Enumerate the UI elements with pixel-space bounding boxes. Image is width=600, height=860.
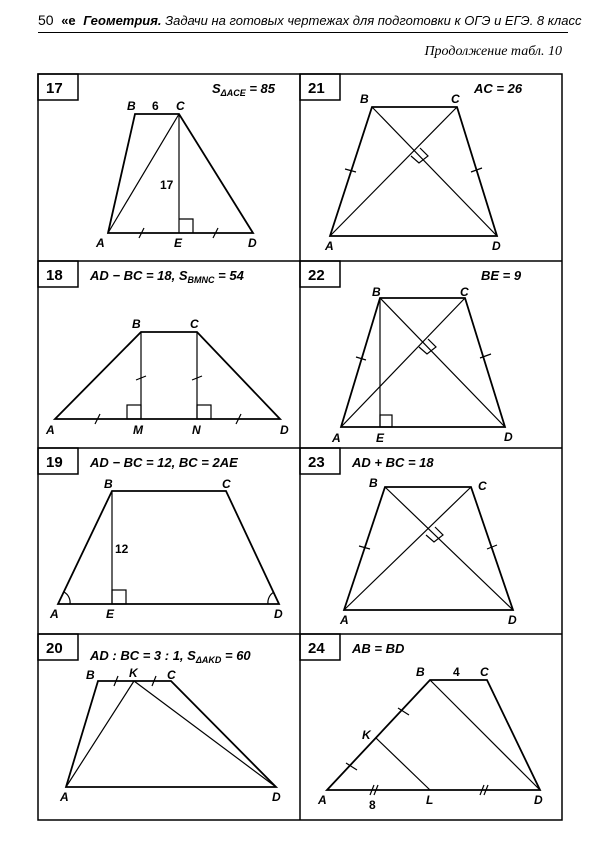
right-angle-mark-m-18 bbox=[127, 405, 141, 419]
diagonal-ac-17 bbox=[108, 114, 179, 233]
label-k-24: K bbox=[362, 728, 371, 742]
label-a-18: A bbox=[46, 423, 55, 437]
label-a-23: A bbox=[340, 613, 349, 627]
value-height-17: 17 bbox=[160, 178, 174, 192]
problem-22-condition: BE = 9 bbox=[481, 268, 522, 283]
problem-number-21: 21 bbox=[308, 80, 325, 97]
label-c-23: C bbox=[478, 479, 487, 493]
label-b-22: B bbox=[372, 285, 381, 299]
segment-kl-24 bbox=[376, 738, 430, 790]
label-b-18: B bbox=[132, 317, 141, 331]
cond-20-main: AD : BC = 3 : 1, S bbox=[90, 648, 196, 663]
label-b-21: B bbox=[360, 92, 369, 106]
problem-22 bbox=[308, 267, 522, 445]
diagonal-ac-21 bbox=[330, 107, 457, 236]
problem-21-condition: AC = 26 bbox=[474, 81, 523, 96]
label-k-20: K bbox=[129, 666, 138, 680]
problem-number-20: 20 bbox=[46, 640, 63, 657]
label-c-20: C bbox=[167, 668, 176, 682]
trapezoid-24 bbox=[327, 680, 540, 790]
page-number: 50 bbox=[38, 12, 54, 28]
diagonal-ac-23 bbox=[344, 487, 471, 610]
label-d-24: D bbox=[534, 793, 543, 807]
label-a-21: A bbox=[325, 239, 334, 253]
label-n-18: N bbox=[192, 423, 201, 437]
cond-20-sub: ΔAKD bbox=[195, 655, 222, 665]
problem-21 bbox=[308, 80, 523, 253]
problem-19 bbox=[46, 454, 283, 621]
right-angle-mark-19 bbox=[112, 590, 126, 604]
trapezoid-17 bbox=[108, 114, 253, 233]
problem-number-23: 23 bbox=[308, 454, 325, 471]
label-e-22: E bbox=[376, 431, 385, 445]
diagonal-bd-23 bbox=[385, 487, 513, 610]
cond-17-sub: ΔACE bbox=[220, 88, 246, 98]
label-a-22: A bbox=[332, 431, 341, 445]
trapezoid-18 bbox=[55, 332, 280, 419]
problem-number-22: 22 bbox=[308, 267, 325, 284]
book-title: Задачи на готовых чертежах для подготовки к ОГЭ и ЕГЭ. 8 класс bbox=[161, 13, 582, 28]
label-a-24: A bbox=[318, 793, 327, 807]
problem-number-24: 24 bbox=[308, 640, 325, 657]
label-c-21: C bbox=[451, 92, 460, 106]
label-b-17: B bbox=[127, 99, 136, 113]
problem-17-condition bbox=[212, 81, 276, 98]
label-a-20: A bbox=[60, 790, 69, 804]
angle-mark-d-19 bbox=[268, 592, 274, 604]
label-d-21: D bbox=[492, 239, 501, 253]
label-c-24: C bbox=[480, 665, 489, 679]
diagonal-bd-22 bbox=[380, 298, 505, 427]
cond-17-main: S bbox=[212, 81, 221, 96]
problem-24-condition: AB = BD bbox=[352, 641, 405, 656]
right-angle-mark-n-18 bbox=[197, 405, 211, 419]
cond-18-sub: BMNC bbox=[187, 275, 215, 285]
header-separator: «e bbox=[61, 13, 76, 28]
problem-18-condition bbox=[89, 268, 245, 285]
label-m-18: M bbox=[133, 423, 143, 437]
value-bc-24: 4 bbox=[453, 665, 460, 679]
label-l-24: L bbox=[426, 793, 434, 807]
problem-number-19: 19 bbox=[46, 454, 63, 471]
label-a-19: A bbox=[50, 607, 59, 621]
label-c-19: C bbox=[222, 477, 231, 491]
trapezoid-22 bbox=[341, 298, 505, 427]
segment-kd-20 bbox=[134, 681, 276, 787]
angle-mark-a-19 bbox=[64, 592, 70, 604]
value-height-19: 12 bbox=[115, 542, 129, 556]
label-d-22: D bbox=[504, 430, 513, 444]
value-al-24: 8 bbox=[369, 798, 376, 812]
value-bc-17: 6 bbox=[152, 99, 159, 113]
label-d-23: D bbox=[508, 613, 517, 627]
right-angle-mark-17 bbox=[179, 219, 193, 233]
label-d-20: D bbox=[272, 790, 281, 804]
cond-17-tail: = 85 bbox=[245, 81, 275, 96]
cond-18-tail: = 54 bbox=[214, 268, 244, 283]
problem-23-condition: AD + BC = 18 bbox=[352, 455, 434, 470]
label-b-23: B bbox=[369, 476, 378, 490]
problem-20 bbox=[46, 640, 281, 804]
label-a-17: A bbox=[96, 236, 105, 250]
label-c-18: C bbox=[190, 317, 199, 331]
problem-18 bbox=[45, 267, 289, 437]
problem-19-condition: AD − BC = 12, BC = 2AE bbox=[90, 455, 238, 470]
trapezoid-20 bbox=[66, 681, 276, 787]
problem-number-18: 18 bbox=[46, 267, 63, 284]
label-e-17: E bbox=[174, 236, 183, 250]
label-e-19: E bbox=[106, 607, 115, 621]
label-c-22: C bbox=[460, 285, 469, 299]
problem-20-condition bbox=[89, 648, 251, 665]
label-b-19: B bbox=[104, 477, 113, 491]
book-subject: Геометрия. bbox=[83, 13, 162, 28]
diagonal-bd-24 bbox=[430, 680, 540, 790]
problem-24 bbox=[308, 640, 543, 812]
problem-23 bbox=[308, 454, 517, 627]
segment-ak-20 bbox=[66, 681, 134, 787]
table-continuation: Продолжение табл. 10 bbox=[424, 44, 562, 59]
cond-20-tail: = 60 bbox=[221, 648, 251, 663]
label-b-20: B bbox=[86, 668, 95, 682]
label-b-24: B bbox=[416, 665, 425, 679]
trapezoid-19 bbox=[58, 491, 279, 604]
problem-17 bbox=[46, 80, 276, 250]
label-c-17: C bbox=[176, 99, 185, 113]
label-d-17: D bbox=[248, 236, 257, 250]
label-d-18: D bbox=[280, 423, 289, 437]
cond-18-main: AD − BC = 18, S bbox=[90, 268, 188, 283]
right-angle-mark-e-22 bbox=[380, 415, 392, 427]
problem-number-17: 17 bbox=[46, 80, 63, 97]
label-d-19: D bbox=[274, 607, 283, 621]
diagonal-bd-21 bbox=[372, 107, 497, 236]
